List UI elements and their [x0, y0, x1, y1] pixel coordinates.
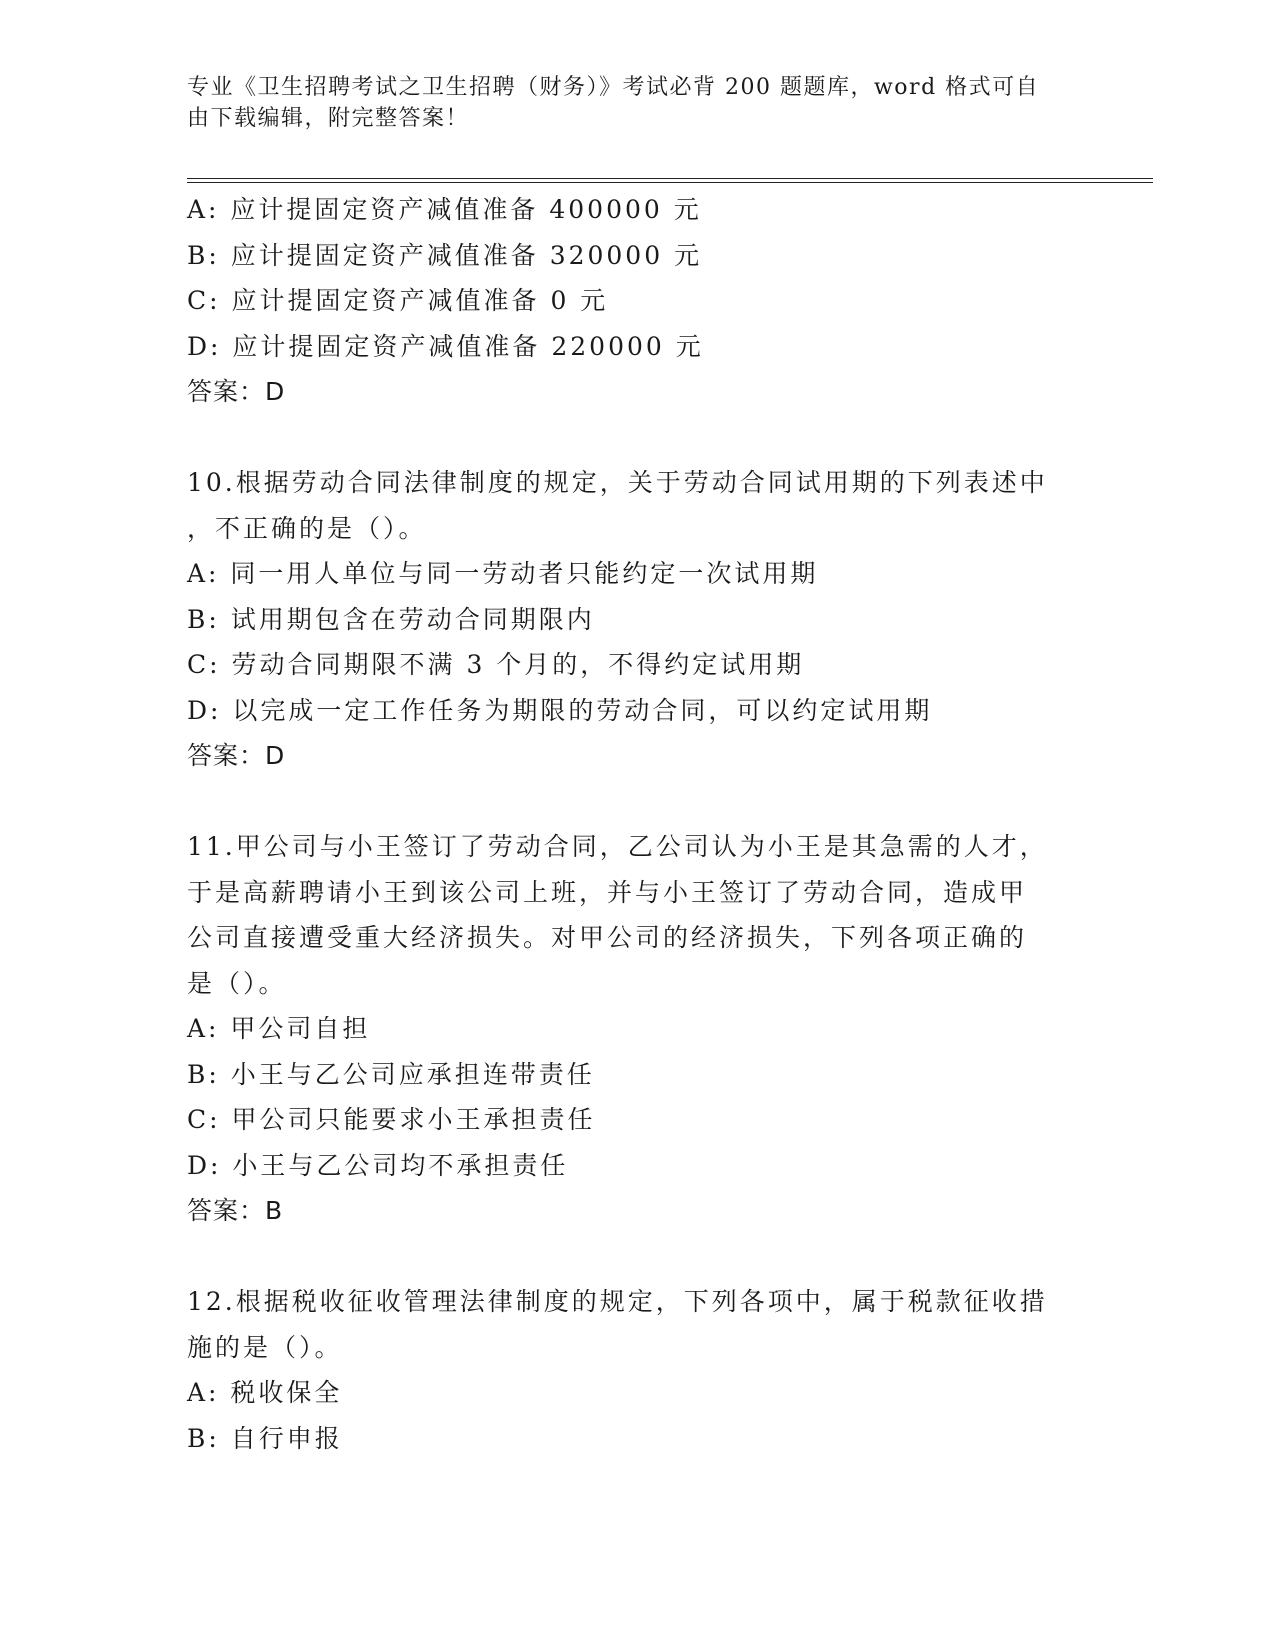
- option-a: A: 甲公司自担: [187, 1014, 371, 1043]
- option-a: A: 同一用人单位与同一劳动者只能约定一次试用期: [187, 559, 819, 588]
- answer: 答案：D: [187, 741, 286, 770]
- option-c: C: 劳动合同期限不满 3 个月的，不得约定试用期: [187, 650, 805, 679]
- question-stem-line: ，不正确的是（）。: [187, 513, 427, 543]
- option-d: D: 应计提固定资产减值准备 220000 元: [187, 331, 704, 361]
- option-a: A: 税收保全: [187, 1378, 343, 1407]
- header-line-2: 由下载编辑，附完整答案！: [187, 106, 470, 131]
- question-9: [187, 187, 1087, 415]
- spacer: [187, 415, 1087, 461]
- question-stem-line: 11.甲公司与小王签订了劳动合同，乙公司认为小王是其急需的人才，: [187, 832, 1048, 861]
- option-b: B: 小王与乙公司应承担连带责任: [187, 1059, 595, 1089]
- question-stem-line: 10.根据劳动合同法律制度的规定，关于劳动合同试用期的下列表述中: [187, 468, 1048, 497]
- header-divider-top: [187, 178, 1153, 179]
- spacer: [187, 779, 1087, 825]
- answer: 答案：D: [187, 377, 286, 406]
- question-stem-line: 12.根据税收征收管理法律制度的规定，下列各项中，属于税款征收措: [187, 1287, 1048, 1316]
- option-c: C: 应计提固定资产减值准备 0 元: [187, 286, 609, 315]
- question-stem-line: 于是高薪聘请小王到该公司上班，并与小王签订了劳动合同，造成甲: [187, 877, 1028, 907]
- option-c: C: 甲公司只能要求小王承担责任: [187, 1105, 596, 1134]
- question-stem-line: 公司直接遭受重大经济损失。对甲公司的经济损失，下列各项正确的: [187, 923, 1028, 952]
- document-header: [187, 72, 1067, 134]
- question-11: [187, 824, 1087, 1234]
- question-list: [187, 187, 1087, 1461]
- spacer: [187, 1234, 1087, 1280]
- option-b: B: 应计提固定资产减值准备 320000 元: [187, 240, 703, 270]
- option-a: A: 应计提固定资产减值准备 400000 元: [187, 195, 702, 224]
- header-divider-bottom: [187, 182, 1153, 183]
- question-stem-line: 施的是（）。: [187, 1332, 343, 1362]
- question-stem-line: 是（）。: [187, 968, 287, 998]
- option-b: B: 自行申报: [187, 1423, 343, 1453]
- option-b: B: 试用期包含在劳动合同期限内: [187, 604, 595, 634]
- header-line-1: 专业《卫生招聘考试之卫生招聘（财务）》考试必背 200 题题库，word 格式可自: [187, 75, 1040, 100]
- question-12: [187, 1279, 1087, 1461]
- question-10: [187, 460, 1087, 779]
- option-d: D: 小王与乙公司均不承担责任: [187, 1150, 569, 1180]
- answer: 答案：B: [187, 1196, 284, 1225]
- option-d: D: 以完成一定工作任务为期限的劳动合同，可以约定试用期: [187, 695, 933, 725]
